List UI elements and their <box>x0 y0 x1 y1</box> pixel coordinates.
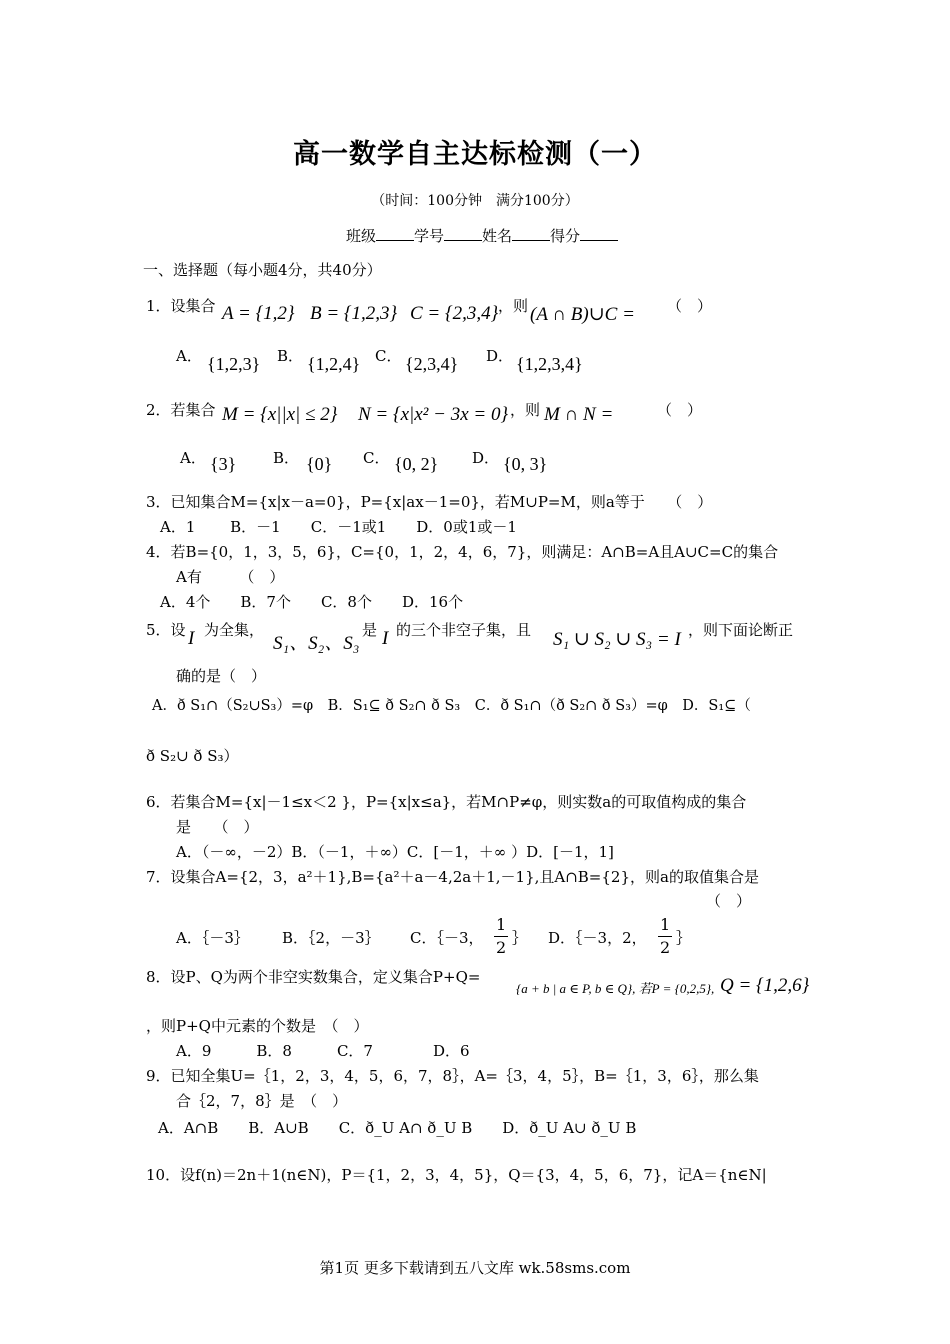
q5-stem-cont: 确的是（ ） <box>176 667 267 685</box>
number-label: 学号 <box>414 227 445 245</box>
q5-options-line2[interactable]: ð S₂∪ ð S₃） <box>146 747 239 765</box>
q1-then: ，则 <box>498 297 529 315</box>
q5-stem-d: 的三个非空子集，且 <box>396 621 532 639</box>
q2-option-c[interactable]: {0, 2} <box>394 454 439 474</box>
q7-option-c-fraction <box>494 914 508 959</box>
q2-option-d[interactable]: {0, 3} <box>503 454 548 474</box>
q7-option-d-close: ｝ <box>676 929 692 947</box>
q4-stem-cont: A有 （ ） <box>176 568 285 586</box>
q1-option-a-label: A． <box>176 347 202 365</box>
q7-option-d[interactable] <box>548 928 647 948</box>
q1-option-b[interactable]: {1,2,4} <box>307 354 361 374</box>
q6-options[interactable]: A．（－∞，－2）B．（－1，＋∞）C．[－1，＋∞ ）D．[－1，1] <box>176 843 614 861</box>
q2-option-c-label: C． <box>363 449 390 467</box>
name-blank[interactable] <box>512 226 550 241</box>
q3-stem: 3．已知集合M={x|x－a=0}，P={x|ax－1=0}，若M∪P=M，则a等于 （ ） <box>146 493 713 511</box>
fraction-denominator: 2 <box>496 938 507 957</box>
section-heading: 一、选择题（每小题4分，共40分） <box>143 261 382 279</box>
q4-options[interactable]: A．4个 B．7个 C．8个 D．16个 <box>160 593 464 611</box>
exam-meta: （时间：100分钟 满分100分） <box>371 193 579 209</box>
q10-stem: 10．设f(n)＝2n＋1(n∈N)，P＝{1，2，3，4，5}，Q＝{3，4，5，6，7}，记A＝{n∈N| <box>146 1166 767 1184</box>
q6-stem-cont: 是 （ ） <box>176 818 259 836</box>
q7-option-d-text: D．｛－3，2， <box>548 929 647 947</box>
q2-expression: M ∩ N = <box>544 404 614 425</box>
q8-set-q: Q = {1,2,6} <box>720 975 810 996</box>
q5-stem-b: 为全集， <box>204 621 265 639</box>
q2-option-a-label: A． <box>180 449 206 467</box>
q6-stem: 6．若集合M={x|－1≤x＜2 }，P={x|x≤a}，若M∩P≠φ，则实数a的可取值构成的集合 <box>146 793 747 811</box>
q7-option-c[interactable] <box>410 928 484 948</box>
q1-option-a[interactable]: {1,2,3} <box>207 354 261 374</box>
q1-set-c: C = {2,3,4} <box>410 303 499 324</box>
q7-option-b[interactable]: B．｛2，－3｝ <box>282 929 380 947</box>
q5-stem-a: 5．设 <box>146 621 186 639</box>
q7-stem: 7．设集合A={2，3，a²＋1},B={a²＋a－4,2a＋1,－1},且A∩B={2}，则a的取值集合是 <box>146 868 759 886</box>
q7-option-c-close: ｝ <box>512 929 528 947</box>
q2-option-a[interactable]: {3} <box>210 454 237 474</box>
score-blank[interactable] <box>580 226 618 241</box>
q2-option-b[interactable]: {0} <box>306 454 333 474</box>
q9-stem: 9．已知全集U=｛1，2，3，4，5，6，7，8｝，A=｛3，4，5｝，B=｛1，3，6｝，那么集 <box>146 1067 759 1085</box>
fraction-numerator: 1 <box>658 914 672 937</box>
q1-option-d[interactable]: {1,2,3,4} <box>516 354 583 374</box>
class-blank[interactable] <box>376 226 414 241</box>
q2-set-n: N = {x|x² − 3x = 0} <box>358 404 509 425</box>
name-label: 姓名 <box>482 227 513 245</box>
q2-set-m: M = {x||x| ≤ 2} <box>222 404 338 425</box>
q7-option-d-fraction <box>658 914 672 959</box>
q1-set-b: B = {1,2,3} <box>310 303 398 324</box>
q1-option-b-label: B． <box>277 347 304 365</box>
number-blank[interactable] <box>444 226 482 241</box>
q1-stem: 1．设集合 <box>146 297 216 315</box>
q5-subsets: S₁、S₂、S₃ <box>273 633 360 654</box>
q1-option-d-label: D． <box>486 347 514 365</box>
page-footer: 第1页 更多下载请到五八文库 wk.58sms.com <box>319 1259 631 1277</box>
q5-union: S₁ ∪ S₂ ∪ S₃ = I <box>553 629 681 650</box>
q3-options[interactable]: A．1 B．－1 C．－1或1 D．0或1或－1 <box>160 518 517 536</box>
q2-stem: 2．若集合 <box>146 401 216 419</box>
q1-expression: (A ∩ B)∪C = <box>530 304 635 325</box>
q2-option-d-label: D． <box>472 449 500 467</box>
q5-universal-i-2: I <box>382 628 389 649</box>
fraction-numerator: 1 <box>494 914 508 937</box>
q5-universal-i: I <box>188 628 195 649</box>
q7-option-c-text: C．｛－3， <box>410 929 484 947</box>
info-fields <box>346 226 618 246</box>
q1-set-a: A = {1,2} <box>222 303 295 324</box>
q2-option-b-label: B． <box>273 449 300 467</box>
q9-options[interactable]: A．A∩B B．A∪B C．ð_U A∩ ð_U B D．ð_U A∪ ð_U B <box>158 1119 637 1137</box>
class-label: 班级 <box>346 227 377 245</box>
fraction-denominator: 2 <box>660 938 671 957</box>
q2-then: ，则 <box>510 401 541 419</box>
q1-option-c[interactable]: {2,3,4} <box>405 354 459 374</box>
score-label: 得分 <box>550 227 581 245</box>
q8-stem: 8．设P、Q为两个非空实数集合，定义集合P+Q= <box>146 968 481 986</box>
q4-stem: 4．若B={0，1，3，5，6}，C={0，1，2，4，6，7}，则满足：A∩B=A且A∪C=C的集合 <box>146 543 779 561</box>
q1-option-c-label: C． <box>375 347 402 365</box>
q1-answer-paren[interactable]: （ ） <box>667 297 713 315</box>
q8-definition: {a + b | a ∈ P, b ∈ Q}, 若P = {0,2,5}, <box>516 981 715 996</box>
q8-stem-cont: ，则P+Q中元素的个数是 （ ） <box>146 1017 369 1035</box>
q7-option-a[interactable]: A．｛－3｝ <box>176 929 249 947</box>
page-title: 高一数学自主达标检测（一） <box>293 139 657 170</box>
q5-options-line1[interactable]: A．ð S₁∩（S₂∪S₃）=φ B．S₁⊆ ð S₂∩ ð S₃ C．ð S₁∩（ð S₂∩ ð S₃）=φ D．S₁⊆（ <box>152 698 751 714</box>
q7-answer-paren[interactable]: （ ） <box>706 892 752 910</box>
q5-stem-c: 是 <box>362 621 378 639</box>
q9-stem-cont: 合｛2，7，8｝是 （ ） <box>176 1092 348 1110</box>
q5-stem-e: ，则下面论断正 <box>688 621 794 639</box>
q8-options[interactable]: A．9 B．8 C．7 D．6 <box>176 1042 470 1060</box>
q2-answer-paren[interactable]: （ ） <box>657 401 703 419</box>
